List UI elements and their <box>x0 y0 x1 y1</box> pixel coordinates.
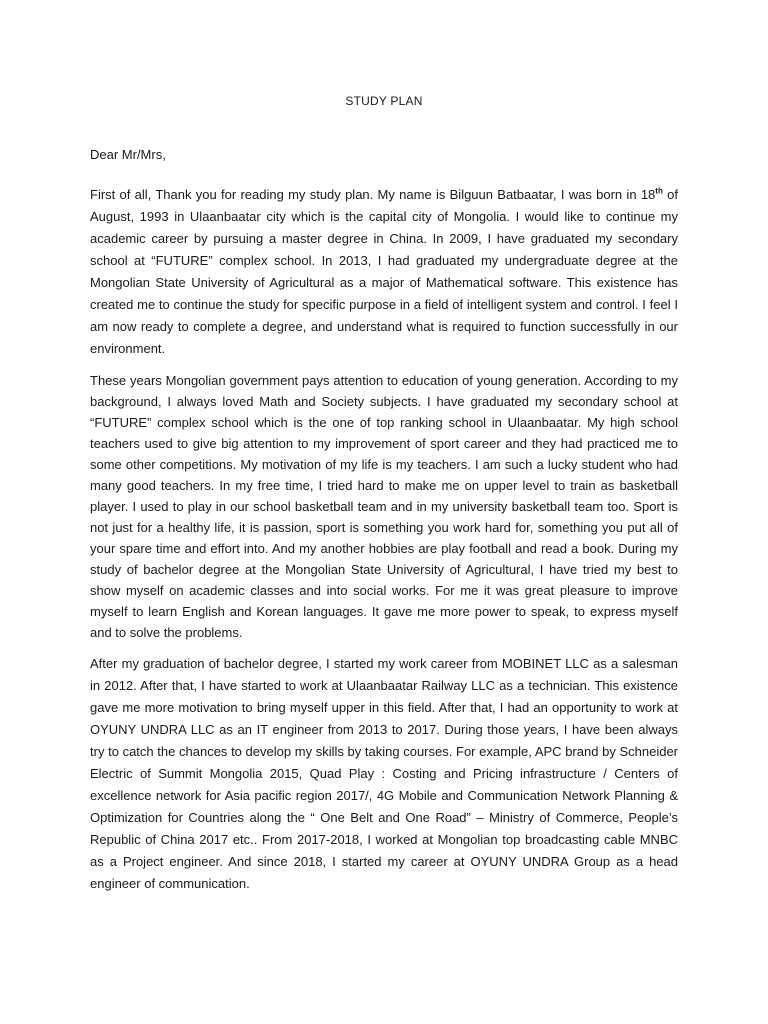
paragraph-introduction <box>90 184 678 360</box>
paragraph-career: After my graduation of bachelor degree, I started my work career from MOBINET LLC as a salesman in 2012. After that, I have started to work at Ulaanbaatar Railway LLC as a technician. This existence gave me more motivation to bring myself upper in this field. After that, I had an opportunity to work at OYUNY UNDRA LLC as an IT engineer from 2013 to 2017. During those years, I have been always try to catch the chances to develop my skills by taking courses. For example, APC brand by Schneider Electric of Summit Mongolia 2015, Quad Play : Costing and Pricing infrastructure / Centers of excellence network for Asia pacific region 2017/, 4G Mobile and Communication Network Planning & Optimization for Countries along the “ One Belt and One Road” – Ministry of Commerce, People’s Republic of China 2017 etc.. From 2017-2018, I worked at Mongolian top broadcasting cable MNBC as a Project engineer. And since 2018, I started my career at OYUNY UNDRA Group as a head engineer of communication. <box>90 656 678 891</box>
ordinal-superscript: th <box>655 186 663 196</box>
paragraph-introduction-start: First of all, Thank you for reading my study plan. My name is Bilguun Batbaatar, I was born in 18 <box>90 187 656 202</box>
document-title: STUDY PLAN <box>345 94 423 108</box>
paragraph-background: These years Mongolian government pays attention to education of young generation. According to my background, I always loved Math and Society subjects. I have graduated my secondary school at “FUTURE” complex school which is the one of top ranking school in Ulaanbaatar. My high school teachers used to give big attention to my improvement of sport career and they had practiced me to some other competitions. My motivation of my life is my teachers. I am such a lucky student who had many good teachers. In my free time, I tried hard to make me on upper level to train as basketball player. I used to play in our school basketball team and in my university basketball team too. Sport is not just for a healthy life, it is passion, sport is something you work hard for, something you put all of your spare time and effort into. And my another hobbies are play football and read a book. During my study of bachelor degree at the Mongolian State University of Agricultural, I have tried my best to show myself on academic classes and into social works. For me it was great pleasure to improve myself to learn English and Korean languages. It gave me more power to speak, to express myself and to solve the problems. <box>90 373 678 640</box>
salutation: Dear Mr/Mrs, <box>90 147 166 162</box>
document-body <box>90 94 678 905</box>
paragraph-introduction-rest: of August, 1993 in Ulaanbaatar city which is the capital city of Mongolia. I would like to continue my academic career by pursuing a master degree in China. In 2009, I have graduated my secondary school at “FUTURE” complex school. In 2013, I had graduated my undergraduate degree at the Mongolian State University of Agricultural as a major of Mathematical software. This existence has created me to continue the study for specific purpose in a field of intelligent system and control. I feel I am now ready to complete a degree, and understand what is required to function successfully in our environment. <box>90 187 678 356</box>
